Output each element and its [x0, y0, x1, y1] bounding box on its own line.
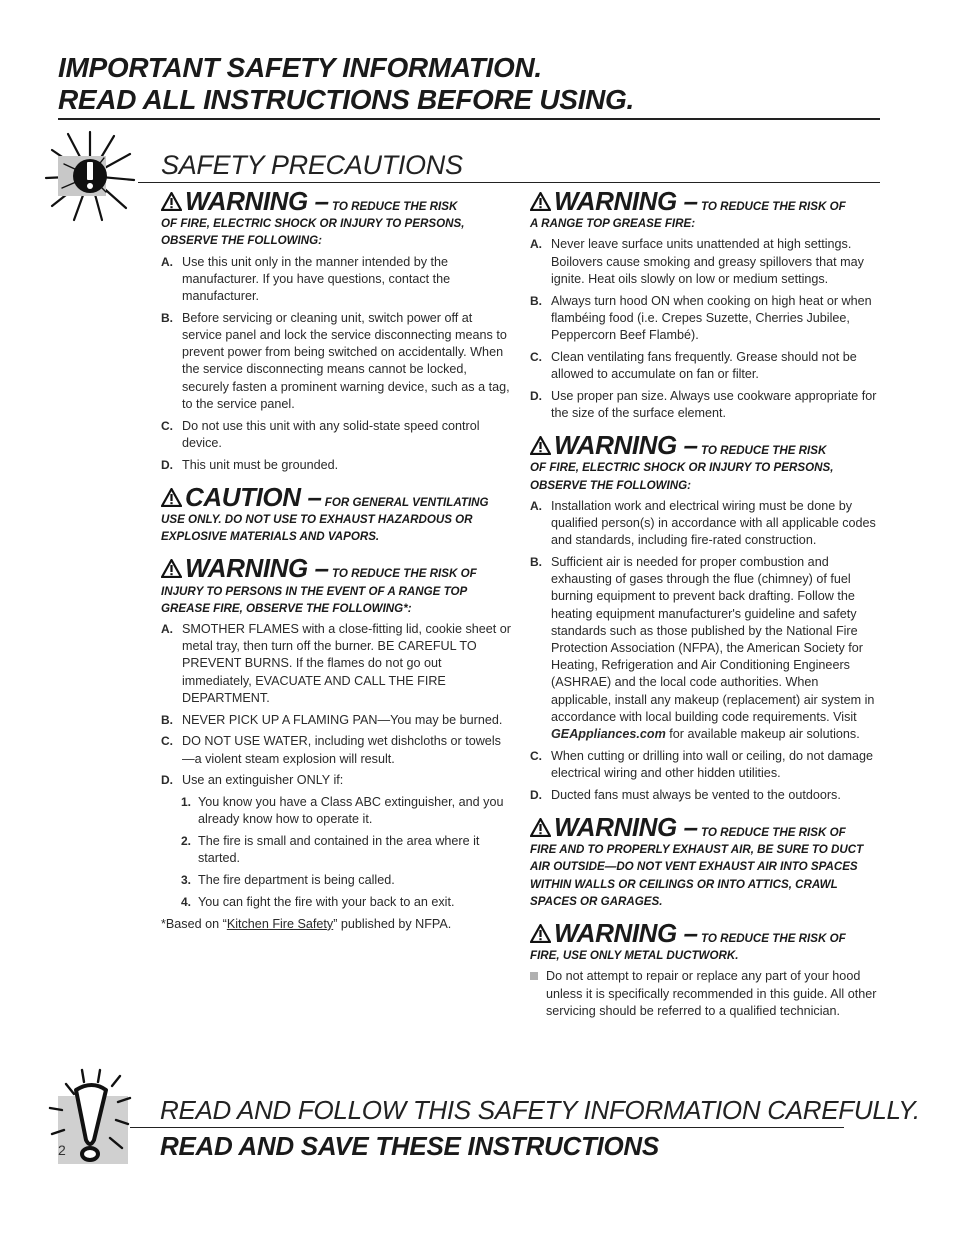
warning-electric-shock-left: [161, 188, 511, 474]
warning-label: WARNING –: [554, 430, 698, 461]
instruction-list: [530, 498, 880, 804]
warning-label: WARNING –: [185, 186, 329, 216]
list-item: B. Sufficient air is needed for proper combustion and exhausting of gases through the flue (chimney) of fuel burning equipment to prevent back drafting. Follow the heating equipment manufacturer's guideline and safety standards such as those published by the National Fire Protection Association (NFPA), the American Society for Heating, Refrigeration and Air Conditioning Engineers (ASHRAE) and the local code authorities. When applicable, install any makeup (replacement) air system in accordance with local building code requirements. Visit GEAppliances.com for available makeup air solutions.: [530, 555, 875, 742]
bullet-item: Do not attempt to repair or replace any part of your hood unless it is specifically recommended in this guide. All other servicing should be referred to a qualified technician.: [530, 968, 880, 1020]
instruction-list: [530, 236, 880, 422]
warning-label: WARNING –: [554, 812, 698, 843]
warning-grease-fire-left: [161, 555, 511, 933]
warning-text: OF FIRE, ELECTRIC SHOCK OR INJURY TO PERSONS, OBSERVE THE FOLLOWING:: [530, 461, 834, 492]
header-line-1: IMPORTANT SAFETY INFORMATION.: [58, 52, 542, 83]
warning-text: FIRE AND TO PROPERLY EXHAUST AIR, BE SURE TO DUCT AIR OUTSIDE—DO NOT VENT EXHAUST AIR INTO SPACES WITHIN WALLS OR CEILINGS OR INTO ATTICS, CRAWL SPACES OR GARAGES.: [530, 843, 864, 908]
caution-label: CAUTION –: [185, 481, 322, 512]
warning-heading: [530, 920, 880, 964]
instruction-list: [161, 621, 511, 911]
section-divider: [138, 182, 880, 183]
list-item: C. Clean ventilating fans frequently. Grease should not be allowed to accumulate on fan or filter.: [530, 349, 857, 382]
footer-line-1: READ AND FOLLOW THIS SAFETY INFORMATION CAREFULLY.: [160, 1095, 920, 1125]
warning-text: INJURY TO PERSONS IN THE EVENT OF A RANGE TOP GREASE FIRE, OBSERVE THE FOLLOWING*:: [161, 584, 467, 615]
warning-subtitle: TO REDUCE THE RISK OF: [697, 200, 846, 213]
right-column: [530, 188, 880, 1030]
exclamation-burst-icon: [44, 128, 136, 224]
warning-triangle-icon: [161, 559, 182, 578]
sub-list-item: 4. You can fight the fire with your back to an exit.: [181, 895, 455, 910]
list-item: A. SMOTHER FLAMES with a close-fitting lid, cookie sheet or metal tray, then turn off the burner. BE CAREFUL TO PREVENT BURNS. If the flames do not go out immediately, EVACUATE AND CALL THE FIRE DEPARTMENT.: [161, 622, 511, 705]
page-header: [58, 52, 880, 116]
warning-label: WARNING –: [554, 186, 698, 216]
warning-triangle-icon: [161, 192, 182, 211]
warning-triangle-icon: [530, 192, 551, 211]
warning-text: FIRE, USE ONLY METAL DUCTWORK.: [530, 949, 739, 963]
left-column: [161, 188, 511, 943]
square-bullet-icon: [530, 968, 546, 1020]
warning-subtitle: TO REDUCE THE RISK OF: [697, 826, 846, 840]
warning-subtitle: TO REDUCE THE RISK OF: [328, 567, 477, 581]
warning-heading: [530, 814, 880, 910]
instruction-list: [530, 968, 880, 1020]
warning-subtitle: TO REDUCE THE RISK: [328, 200, 458, 213]
list-item: B. Always turn hood ON when cooking on high heat or when flambéing food (i.e. Crepes Suzette, Cherries Jubilee, Peppercorn Beef Flambé).: [530, 293, 872, 343]
list-item: A. Never leave surface units unattended at high settings. Boilovers cause smoking and greasy spillovers that may ignite. Heat oils slowly on low or medium settings.: [530, 237, 864, 286]
warning-duct-air-outside: [530, 814, 880, 910]
warning-triangle-icon: [530, 924, 551, 943]
warning-range-top-grease-fire: [530, 188, 880, 422]
warning-metal-ductwork: [530, 920, 880, 1020]
geappliances-link[interactable]: GEAppliances.com: [551, 727, 666, 742]
warning-label: WARNING –: [554, 918, 698, 949]
list-item: B. Before servicing or cleaning unit, switch power off at service panel and lock the service disconnecting means to prevent power from being switched on accidentally. When the service disconnecting means cannot be locked, securely fasten a prominent warning device, such as a tag, to the service panel.: [161, 310, 510, 411]
list-item: C. DO NOT USE WATER, including wet dishcloths or towels—a violent steam explosion will result.: [161, 734, 501, 766]
warning-heading: [161, 555, 511, 617]
sub-list-item: 3. The fire department is being called.: [181, 873, 395, 888]
list-item: D. Ducted fans must always be vented to the outdoors.: [530, 787, 841, 802]
warning-heading: [530, 432, 880, 494]
list-item: A. Installation work and electrical wiring must be done by qualified person(s) in accordance with all applicable codes and standards, including fire-rated construction.: [530, 498, 876, 548]
warning-heading: [530, 188, 880, 232]
list-item: C. When cutting or drilling into wall or ceiling, do not damage electrical wiring and other hidden utilities.: [530, 748, 874, 781]
header-line-2: READ ALL INSTRUCTIONS BEFORE USING.: [58, 84, 634, 115]
sub-list-item: 2. The fire is small and contained in the area where it started.: [181, 834, 480, 866]
caution-heading: [161, 481, 511, 546]
caution-ventilating: [161, 481, 511, 546]
list-item: D. Use proper pan size. Always use cookware appropriate for the size of the surface element.: [530, 388, 877, 421]
warning-text: OF FIRE, ELECTRIC SHOCK OR INJURY TO PERSONS, OBSERVE THE FOLLOWING:: [161, 217, 465, 248]
footer-divider: [130, 1127, 844, 1128]
instruction-list: [161, 254, 511, 474]
header-divider: [58, 118, 880, 120]
warning-electric-shock-right: [530, 432, 880, 804]
page-number: 2: [58, 1142, 66, 1158]
footer-line-2: READ AND SAVE THESE INSTRUCTIONS: [160, 1131, 659, 1161]
kitchen-fire-safety-link[interactable]: Kitchen Fire Safety: [226, 916, 334, 931]
list-item: C. Do not use this unit with any solid-state speed control device.: [161, 418, 480, 450]
list-item: D. This unit must be grounded.: [161, 457, 339, 472]
list-item: D. Use an extinguisher ONLY if:: [161, 773, 344, 788]
caution-text: USE ONLY. DO NOT USE TO EXHAUST HAZARDOUS OR EXPLOSIVE MATERIALS AND VAPORS.: [161, 513, 473, 544]
list-item: B. NEVER PICK UP A FLAMING PAN—You may be burned.: [161, 712, 503, 727]
warning-subtitle: TO REDUCE THE RISK OF: [697, 932, 846, 946]
warning-label: WARNING –: [185, 553, 329, 584]
warning-triangle-icon: [161, 488, 182, 507]
caution-subtitle: FOR GENERAL VENTILATING: [321, 495, 489, 509]
warning-heading: [161, 188, 511, 250]
warning-subtitle: TO REDUCE THE RISK: [697, 444, 827, 458]
sub-list-item: 1. You know you have a Class ABC extinguisher, and you already know how to operate it.: [181, 795, 504, 827]
warning-text: A RANGE TOP GREASE FIRE:: [530, 217, 696, 231]
footnote: *Based on “Kitchen Fire Safety” published by NFPA.: [161, 916, 452, 931]
section-title: SAFETY PRECAUTIONS: [161, 150, 463, 180]
warning-triangle-icon: [530, 818, 551, 837]
list-item: A. Use this unit only in the manner intended by the manufacturer. If you have questions, contact the manufacturer.: [161, 254, 451, 304]
warning-triangle-icon: [530, 436, 551, 455]
